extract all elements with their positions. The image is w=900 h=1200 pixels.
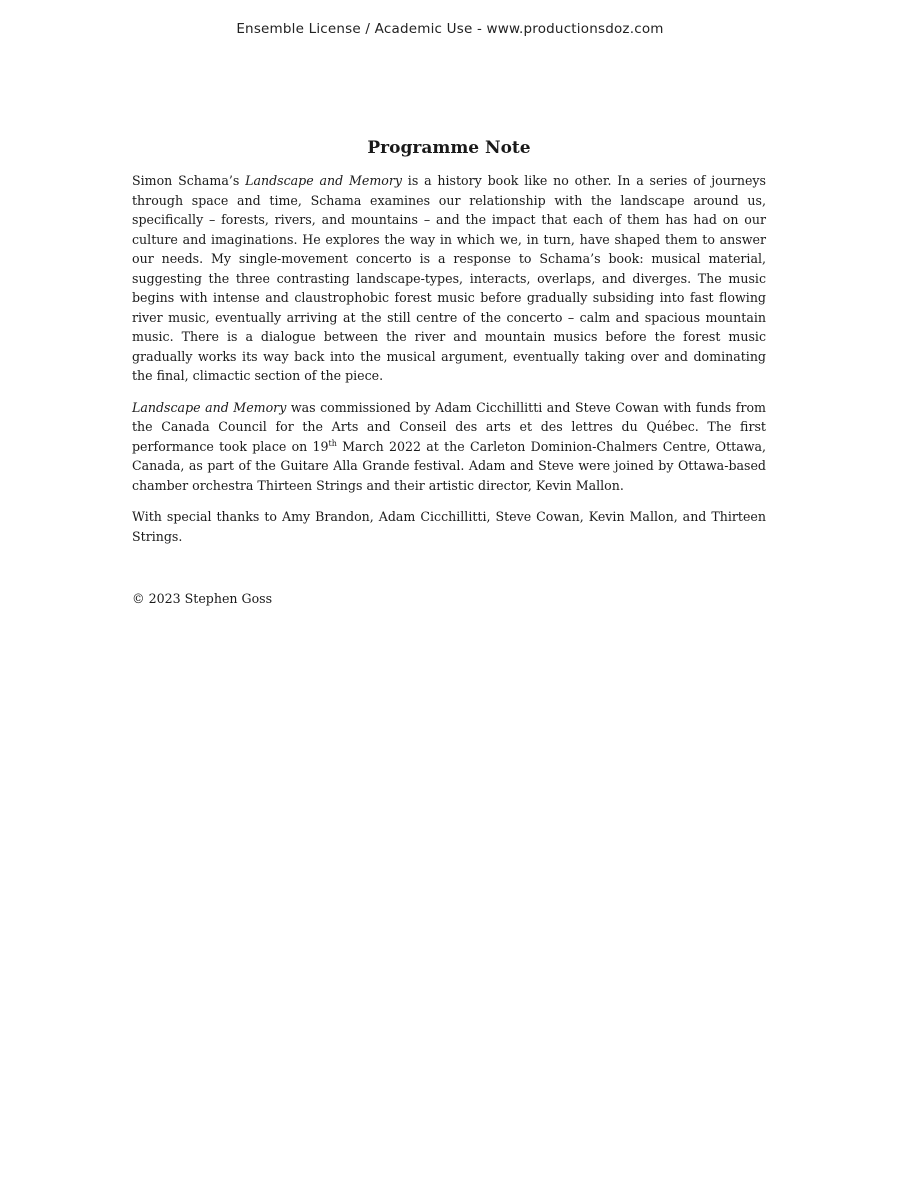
page-title: Programme Note xyxy=(367,138,531,158)
paragraph-2 xyxy=(132,398,766,496)
paragraph-2-start: was commissioned by Adam Cicchillitti and Steve Cowan with funds from the Canada Council for the Arts and Conseil des arts et des lettres du Québec. The first performance took place on 19 xyxy=(132,399,766,454)
work-title: Landscape and Memory xyxy=(132,399,287,415)
paragraph-1 xyxy=(132,171,766,386)
paragraph-1-start: Simon Schama’s xyxy=(132,173,246,188)
license-header: Ensemble License / Academic Use - www.productionsdoz.com xyxy=(236,21,664,37)
paragraph-2-rest: March 2022 at the Carleton Dominion-Chalmers Centre, Ottawa, Canada, as part of the Guitare Alla Grande festival. Adam and Steve were joined by Ottawa-based chamber orchestra Thirteen Strings and their artistic director, Kevin Mallon. xyxy=(132,438,766,493)
programme-note xyxy=(132,137,766,609)
paragraph-3: With special thanks to Amy Brandon, Adam Cicchillitti, Steve Cowan, Kevin Mallon, and Thirteen Strings. xyxy=(132,509,766,544)
ordinal-suffix: th xyxy=(328,438,337,448)
copyright-line: © 2023 Stephen Goss xyxy=(132,591,273,606)
paragraph-1-rest: is a history book like no other. In a series of journeys through space and time, Schama examines our relationship with the landscape around us, specifically – forests, rivers, and mountains – and the impact that each of them has had on our culture and imaginations. He explores the way in which we, in turn, have shaped them to answer our needs. My single-movement concerto is a response to Schama’s book: musical material, suggesting the three contrasting landscape-types, interacts, overlaps, and diverges. The music begins with intense and claustrophobic forest music before gradually subsiding into fast flowing river music, eventually arriving at the still centre of the concerto – calm and spacious mountain music. There is a dialogue between the river and mountain musics before the forest music gradually works its way back into the musical argument, eventually taking over and dominating the final, climactic section of the piece. xyxy=(132,173,766,383)
book-title: Landscape and Memory xyxy=(245,173,402,188)
